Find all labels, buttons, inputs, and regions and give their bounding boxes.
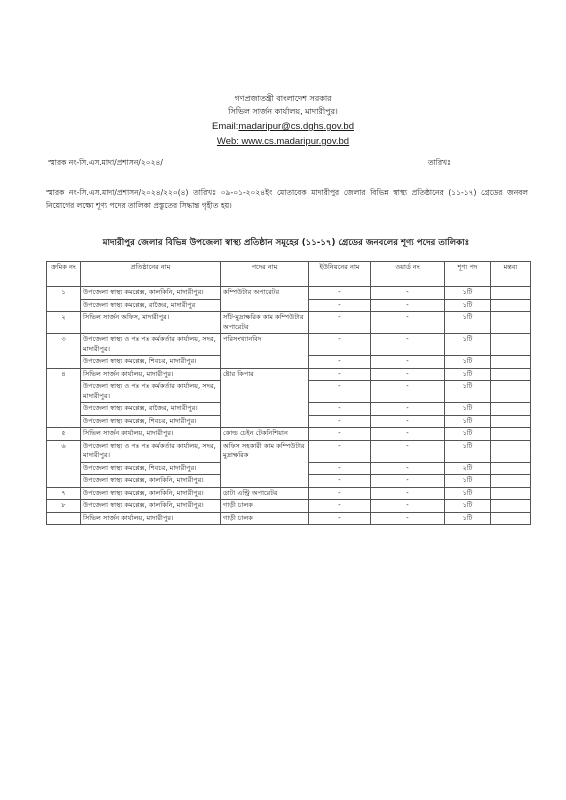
institution-cell: উপজেলা স্বাস্থ্য কমপ্লেক্স, শিবচর, মাদারীপুর। bbox=[81, 415, 221, 428]
table-row bbox=[47, 312, 531, 334]
web-label: Web: bbox=[216, 136, 242, 147]
ward-cell: - bbox=[371, 334, 445, 356]
remarks-cell bbox=[491, 415, 531, 428]
union-cell: - bbox=[309, 356, 371, 369]
header-union: ইউনিয়নের নাম bbox=[309, 262, 371, 287]
table-row bbox=[47, 487, 531, 500]
header-institution: প্রতিষ্ঠানের নাম bbox=[81, 262, 221, 287]
table-header-row bbox=[47, 262, 531, 287]
institution-cell: উপজেলা স্বাস্থ্য কমপ্লেক্স, কালকিনি, মাদারীপুর। bbox=[81, 500, 221, 513]
vacant-cell: ১টি bbox=[445, 512, 491, 525]
union-cell: - bbox=[309, 287, 371, 300]
institution-cell: উপজেলা স্বাস্থ্য কমপ্লেক্স, কালকিনি, মাদারীপুর। bbox=[81, 475, 221, 488]
remarks-cell bbox=[491, 381, 531, 403]
web-link[interactable]: www.cs.madaripur.gov.bd bbox=[241, 136, 350, 147]
remarks-cell bbox=[491, 334, 531, 356]
post-cell: গাড়ী চালক bbox=[221, 512, 309, 525]
header-remarks: মন্তব্য bbox=[491, 262, 531, 287]
web-line bbox=[0, 136, 566, 147]
post-cell: অফিস সহকারী কাম কম্পিউটার মুদ্রাক্ষরিক bbox=[221, 440, 309, 487]
vacant-cell: ১টি bbox=[445, 287, 491, 300]
table-row bbox=[47, 287, 531, 300]
institution-cell: উপজেলা স্বাস্থ্য ও পঃ পঃ কর্মকর্তার কার্যালয়, সদর, মাদারীপুর। bbox=[81, 440, 221, 462]
ward-cell: - bbox=[371, 299, 445, 312]
memo-number: স্মারক নং-সি.এস.মাদা/প্রশাসন/২০২৪/ bbox=[48, 158, 163, 167]
table-body bbox=[47, 287, 531, 525]
union-cell: - bbox=[309, 368, 371, 381]
table-row bbox=[47, 440, 531, 462]
vacant-cell: ১টি bbox=[445, 381, 491, 403]
ward-cell: - bbox=[371, 500, 445, 513]
vacant-cell: ১টি bbox=[445, 500, 491, 513]
vacant-cell: ১টি bbox=[445, 334, 491, 356]
vacant-cell: ১টি bbox=[445, 403, 491, 416]
header-vacant: শূণ্য পদ bbox=[445, 262, 491, 287]
ward-cell: - bbox=[371, 287, 445, 300]
remarks-cell bbox=[491, 475, 531, 488]
remarks-cell bbox=[491, 287, 531, 300]
serial-cell: ৩ bbox=[47, 334, 81, 369]
union-cell: - bbox=[309, 299, 371, 312]
ward-cell: - bbox=[371, 415, 445, 428]
union-cell: - bbox=[309, 428, 371, 441]
vacant-cell: ১টি bbox=[445, 440, 491, 462]
vacant-cell: ১টি bbox=[445, 428, 491, 441]
vacant-cell: ২টি bbox=[445, 462, 491, 475]
serial-cell: ৫ bbox=[47, 428, 81, 441]
remarks-cell bbox=[491, 312, 531, 334]
remarks-cell bbox=[491, 462, 531, 475]
institution-cell: উপজেলা স্বাস্থ্য কমপ্লেক্স, শিবচর, মাদারীপুর। bbox=[81, 356, 221, 369]
remarks-cell bbox=[491, 368, 531, 381]
post-cell: পরিসংখ্যানবিদ bbox=[221, 334, 309, 369]
post-cell: সাঁট-মুদ্রাক্ষরিক কাম কম্পিউটার অপারেটর bbox=[221, 312, 309, 334]
serial-cell: ৪ bbox=[47, 368, 81, 428]
email-label: Email: bbox=[211, 121, 239, 132]
institution-cell: সিভিল সার্জন কার্যালয়, মাদারীপুর। bbox=[81, 512, 221, 525]
ward-cell: - bbox=[371, 368, 445, 381]
union-cell: - bbox=[309, 312, 371, 334]
vacant-cell: ১টি bbox=[445, 368, 491, 381]
post-cell: গাড়ী চালক bbox=[221, 500, 309, 513]
institution-cell: উপজেলা স্বাস্থ্য কমপ্লেক্স, রাজৈর, মাদারীপুর bbox=[81, 299, 221, 312]
remarks-cell bbox=[491, 500, 531, 513]
union-cell: - bbox=[309, 475, 371, 488]
email-link[interactable]: madaripur@cs.dghs.gov.bd bbox=[238, 121, 355, 132]
header-post: পদের নাম bbox=[221, 262, 309, 287]
serial-cell: ২ bbox=[47, 312, 81, 334]
union-cell: - bbox=[309, 381, 371, 403]
ward-cell: - bbox=[371, 403, 445, 416]
institution-cell: উপজেলা স্বাস্থ্য কমপ্লেক্স, শিবচর, মাদারীপুর। bbox=[81, 462, 221, 475]
office-name: সিভিল সার্জন কার্যালয়, মাদারীপুর। bbox=[228, 107, 338, 116]
table-title: মাদারীপুর জেলার বিভিন্ন উপজেলা স্বাস্থ্য প্রতিষ্ঠান সমূহের (১১-১৭) গ্রেডের জনবলের শূণ্য পদের তালিকাঃ bbox=[102, 238, 470, 248]
institution-cell: উপজেলা স্বাস্থ্য ও পঃ পঃ কর্মকর্তার কার্যালয়, সদর, মাদারীপুর। bbox=[81, 334, 221, 356]
remarks-cell bbox=[491, 428, 531, 441]
ward-cell: - bbox=[371, 312, 445, 334]
ward-cell: - bbox=[371, 487, 445, 500]
ward-cell: - bbox=[371, 381, 445, 403]
ward-cell: - bbox=[371, 462, 445, 475]
institution-cell: সিভিল সার্জন কার্যালয়, মাদারীপুর। bbox=[81, 428, 221, 441]
ward-cell: - bbox=[371, 512, 445, 525]
post-cell: ষ্টোর কিপার bbox=[221, 368, 309, 428]
remarks-cell bbox=[491, 356, 531, 369]
post-cell: কোল্ড চেইন টেকনিশিয়ান bbox=[221, 428, 309, 441]
remarks-cell bbox=[491, 440, 531, 462]
header-serial: ক্রমিক নং bbox=[47, 262, 81, 287]
serial-cell: ৬ bbox=[47, 440, 81, 487]
vacant-cell: ১টি bbox=[445, 356, 491, 369]
body-paragraph: স্মারক নং-সি.এস.মাদা/প্রশাসন/২০২৪/২২০(৪) তারিখঃ ০৯-০১-২০২৪ইং মোতাবেক মাদারীপুর জেলার বিভিন্ন স্বাস্থ্য প্রতিষ্ঠানের (১১-১৭) গ্রেডের জনবল নিয়োগের লক্ষ্যে শূণ্য পদের তালিকা প্রস্তুতের সিদ্ধান্ত গৃহীত হয়। bbox=[46, 188, 528, 210]
ward-cell: - bbox=[371, 428, 445, 441]
vacant-cell: ১টি bbox=[445, 475, 491, 488]
union-cell: - bbox=[309, 487, 371, 500]
union-cell: - bbox=[309, 500, 371, 513]
table-row bbox=[47, 334, 531, 356]
table-row bbox=[47, 500, 531, 513]
post-cell: কম্পিউটার অপারেটর bbox=[221, 287, 309, 312]
remarks-cell bbox=[491, 299, 531, 312]
institution-cell: উপজেলা স্বাস্থ্য কমপ্লেক্স, রাজৈর, মাদারীপুর। bbox=[81, 403, 221, 416]
date-label: তারিখঃ bbox=[428, 158, 451, 167]
govt-name: গণপ্রজাতন্ত্রী বাংলাদেশ সরকার bbox=[234, 94, 332, 103]
serial-cell: ৭ bbox=[47, 487, 81, 500]
vacant-cell: ১টি bbox=[445, 299, 491, 312]
table-row bbox=[47, 512, 531, 525]
union-cell: - bbox=[309, 512, 371, 525]
serial-cell: ১ bbox=[47, 287, 81, 312]
remarks-cell bbox=[491, 512, 531, 525]
ward-cell: - bbox=[371, 440, 445, 462]
institution-cell: উপজেলা স্বাস্থ্য কমপ্লেক্স, কালকিনি, মাদারীপুর। bbox=[81, 287, 221, 300]
remarks-cell bbox=[491, 487, 531, 500]
email-line bbox=[0, 121, 566, 132]
union-cell: - bbox=[309, 403, 371, 416]
serial-cell bbox=[47, 512, 81, 525]
institution-cell: সিভিল সার্জন কার্যালয়, মাদারীপুর। bbox=[81, 368, 221, 381]
ward-cell: - bbox=[371, 475, 445, 488]
table-row bbox=[47, 368, 531, 381]
vacancy-table bbox=[46, 261, 531, 525]
vacant-cell: ১টি bbox=[445, 312, 491, 334]
remarks-cell bbox=[491, 403, 531, 416]
union-cell: - bbox=[309, 415, 371, 428]
post-cell: ডাটা এন্ট্রি অপারেটর bbox=[221, 487, 309, 500]
union-cell: - bbox=[309, 462, 371, 475]
institution-cell: উপজেলা স্বাস্থ্য ও পঃ পঃ কর্মকর্তার কার্যালয়, সদর, মাদারীপুর। bbox=[81, 381, 221, 403]
union-cell: - bbox=[309, 440, 371, 462]
institution-cell: উপজেলা স্বাস্থ্য কমপ্লেক্স, কালকিনি, মাদারীপুর। bbox=[81, 487, 221, 500]
table-row bbox=[47, 428, 531, 441]
header-ward: ওয়ার্ড নং bbox=[371, 262, 445, 287]
serial-cell: ৮ bbox=[47, 500, 81, 513]
vacant-cell: ১টি bbox=[445, 487, 491, 500]
vacant-cell: ১টি bbox=[445, 415, 491, 428]
ward-cell: - bbox=[371, 356, 445, 369]
union-cell: - bbox=[309, 334, 371, 356]
institution-cell: সিভিল সার্জন অফিস, মাদারীপুর। bbox=[81, 312, 221, 334]
